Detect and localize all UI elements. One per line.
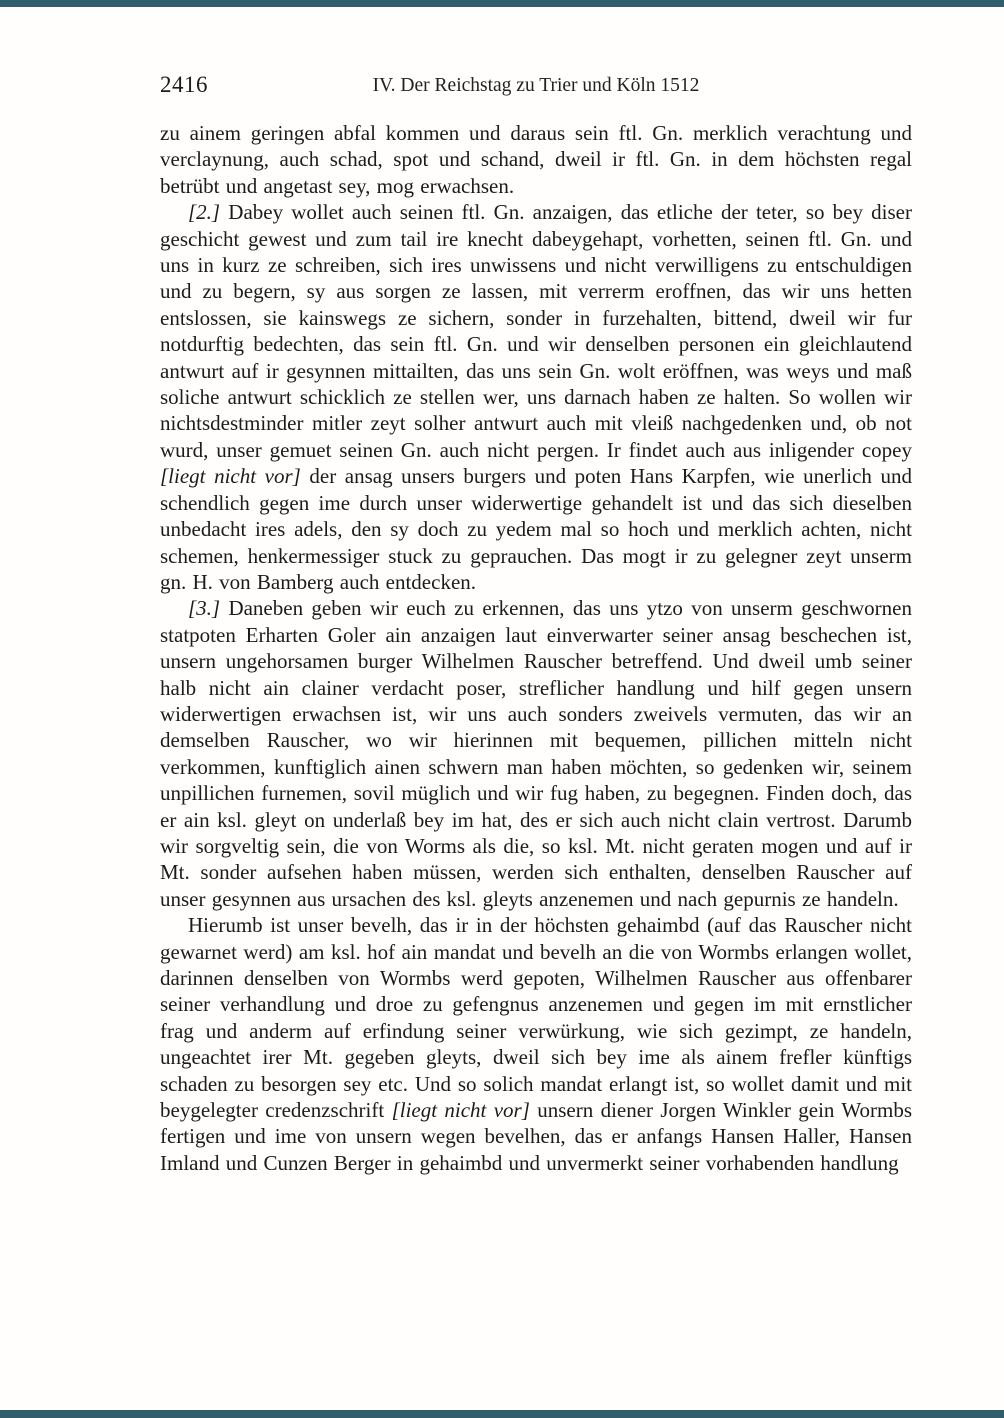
paragraph <box>160 912 912 1176</box>
page-content <box>160 72 912 1176</box>
text-segment: der ansag unsers burgers und poten Hans Karpfen, wie unerlich und schendlich gegen ime durch unser widerwertige gehandelt ist und das sich dieselben unbedacht ires adels, den sy doch zu yedem mal so hoch und merklich achten, nicht schemen, henkermessiger stuck zu geprauchen. Das mogt ir zu gelegner zeyt unserm gn. H. von Bamberg auch entdecken. <box>160 464 913 594</box>
italic-text-segment: [3.] <box>188 596 221 621</box>
paragraph <box>160 120 912 199</box>
top-edge-strip <box>0 0 1004 7</box>
document-body <box>160 120 912 1176</box>
text-segment: Daneben geben wir euch zu erkennen, das uns ytzo von unserm geschwornen statpoten Erharten Goler ain anzaigen laut einverwarter seiner ansag beschechen ist, unsern ungehorsamen burger Wilhelmen Rauscher betreffend. Und dweil umb seiner halb nicht ain clainer verdacht poser, streflicher handlung und hilf gegen unsern widerwertigen erwachsen ist, wir uns auch sonders zweivels vermuten, das wir an demselben Rauscher, wo wir hierinnen mit bequemen, pillichen mitteln nicht verkommen, kunftiglich ainen schwern man haben möchten, so gedenken wir, seinem unpillichen furnemen, sovil müglich und wir fug haben, zu begegnen. Finden doch, das er ain ksl. gleyt on underlaß bey im hat, des er sich auch nicht clain vertrost. Darumb wir sorgveltig sein, die von Worms als die, so ksl. Mt. nicht geraten mogen und auf ir Mt. sonder aufsehen haben müssen, werden sich enthalten, denselben Rauscher auf unser gesynnen aus ursachen des ksl. gleyts anzenemen und nach gepurnis ze handeln. <box>160 596 912 911</box>
page-number: 2416 <box>160 72 208 97</box>
text-segment: Hierumb ist unser bevelh, das ir in der höchsten gehaimbd (auf das Rauscher nicht gewarnet werd) am ksl. hof ain mandat und bevelh an die von Wormbs erlangen wollet, darinnen denselben von Wormbs werd gepoten, Wilhelmen Rauscher aus offenbarer seiner verhandlung und droe zu gefengnus anzenemen und gegen im mit ernstlicher frag und anderm auf erfindung seiner verwürkung, wie sich gezimpt, ze handeln, ungeachtet irer Mt. gegeben gleyts, dweil sich bey ime als ainem frefler künftigs schaden zu besorgen sey etc. Und so solich mandat erlangt ist, so wollet damit und mit beygelegter credenzschrift <box>160 913 912 1123</box>
italic-text-segment: [liegt nicht vor] <box>160 464 301 489</box>
bottom-edge-strip <box>0 1410 1004 1418</box>
paragraph <box>160 595 912 912</box>
page-header <box>160 72 912 102</box>
text-segment: unsern diener Jorgen Winkler gein Wormbs fertigen und ime von unsern wegen bevelhen, das er anfangs Hansen Haller, Hansen Imland und Cunzen Berger in gehaimbd und unvermerkt seiner vorhabenden handlung <box>160 1098 913 1175</box>
italic-text-segment: [liegt nicht vor] <box>391 1098 530 1123</box>
paragraph <box>160 199 912 595</box>
text-segment: Dabey wollet auch seinen ftl. Gn. anzaigen, das etliche der teter, so bey diser geschicht gewest und zum tail ire knecht dabeygehapt, vorhetten, seinen ftl. Gn. und uns in kurz ze schreiben, sich ires unwissens und nicht verwilligens zu entschuldigen und zu begern, sy aus sorgen ze lassen, mit verrerm eroffnen, das wir uns hetten entslossen, sie kainswegs ze sichern, sonder in furzehalten, bittend, dweil wir fur notdurftig bedechten, das sein ftl. Gn. und wir denselben personen ein gleichlautend antwurt auf ir gesynnen mittailten, das uns sein Gn. wolt eröffnen, was weys und maß soliche antwurt schicklich ze stellen wer, uns darnach haben ze halten. So wollen wir nichtsdestminder mitler zeyt solher antwurt auch mit vleiß nachgedenken und, ob not wurd, unser gemuet seinen Gn. auch nicht pergen. Ir findet auch aus inligender copey <box>160 200 912 462</box>
running-header: IV. Der Reichstag zu Trier und Köln 1512 <box>372 75 700 96</box>
italic-text-segment: [2.] <box>188 200 221 225</box>
text-segment: zu ainem geringen abfal kommen und daraus sein ftl. Gn. merklich verachtung und verclaynung, auch schad, spot und schand, dweil ir ftl. Gn. in dem höchsten regal betrübt und angetast sey, mog erwachsen. <box>160 121 912 198</box>
